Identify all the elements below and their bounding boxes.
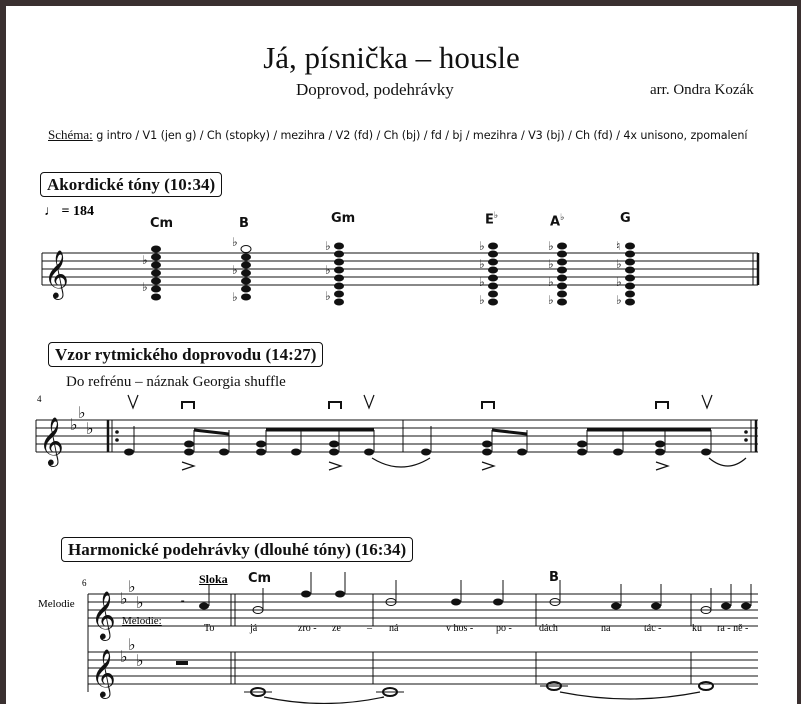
- svg-text:♭: ♭: [232, 290, 238, 304]
- staff-chord-tones: [42, 253, 758, 285]
- chord-symbol-cm: Cm: [150, 216, 174, 231]
- chord-symbol-b: B: [239, 216, 249, 231]
- svg-text:♭: ♭: [479, 275, 485, 289]
- section-heading-harmonic: Harmonické podehrávky (dlouhé tóny) (16:34): [61, 537, 413, 562]
- lyric-syllable: dách: [539, 623, 558, 634]
- chord-symbol-g: G: [620, 211, 631, 226]
- svg-text:♭: ♭: [232, 235, 238, 249]
- lyric-syllable: ku: [692, 623, 702, 634]
- measure-two: [421, 426, 746, 466]
- staff-rhythm: [36, 420, 758, 452]
- svg-text:♭: ♭: [232, 263, 238, 277]
- svg-text:♭: ♭: [479, 293, 485, 307]
- flat-sign: ♭: [560, 213, 565, 223]
- violin-whole-notes: [244, 682, 713, 704]
- svg-text:♭: ♭: [479, 257, 485, 271]
- svg-text:♭: ♭: [548, 239, 554, 253]
- lyric-syllable: na: [601, 623, 611, 634]
- arranger-credit: arr. Ondra Kozák: [650, 82, 754, 98]
- page-title: Já, písnička – housle: [263, 40, 520, 75]
- lyric-syllable: zro -: [298, 623, 317, 634]
- section-note-shuffle: Do refrénu – náznak Georgia shuffle: [66, 374, 286, 390]
- svg-text:♮: ♮: [616, 239, 621, 253]
- lyric-syllable: tác -: [644, 623, 662, 634]
- svg-text:𝄞: 𝄞: [91, 590, 116, 639]
- svg-text:𝄞: 𝄞: [44, 249, 69, 298]
- svg-text:♭: ♭: [616, 293, 622, 307]
- svg-text:𝄞: 𝄞: [91, 648, 116, 697]
- sloka-marker: Sloka: [199, 572, 228, 586]
- chord-eb-root: E: [485, 212, 494, 228]
- svg-text:♭: ♭: [136, 593, 144, 612]
- section-heading-chord-tones: Akordické tóny (10:34): [40, 172, 222, 197]
- svg-text:♭: ♭: [548, 293, 554, 307]
- svg-text:♭: ♭: [120, 647, 128, 666]
- svg-text:♭: ♭: [128, 635, 136, 654]
- svg-text:♭: ♭: [86, 419, 94, 438]
- svg-text:♭: ♭: [325, 239, 331, 253]
- tempo-marking: ♩ = 184: [44, 204, 94, 219]
- svg-text:♭: ♭: [616, 257, 622, 271]
- score-page: [6, 6, 797, 704]
- svg-text:𝄼: 𝄼: [180, 595, 186, 611]
- svg-text:♭: ♭: [78, 403, 86, 422]
- chord-symbol-b: B: [549, 570, 559, 585]
- rhythm-notes: [124, 426, 746, 467]
- svg-text:♭: ♭: [136, 651, 144, 670]
- lyrics-label: Melodie:: [122, 615, 162, 627]
- svg-text:♭: ♭: [548, 275, 554, 289]
- chord-noteheads: [142, 235, 635, 307]
- lyric-syllable: já: [250, 623, 258, 634]
- lyric-syllable: ra - ně -: [717, 623, 749, 634]
- chord-symbol-cm: Cm: [248, 571, 272, 586]
- chord-symbol-gm: Gm: [331, 211, 356, 226]
- svg-text:♭: ♭: [479, 239, 485, 253]
- svg-text:𝄞: 𝄞: [39, 416, 64, 465]
- section-heading-rhythm: Vzor rytmického doprovodu (14:27): [48, 342, 323, 367]
- lyric-syllable: ná: [389, 623, 399, 634]
- svg-text:♭: ♭: [616, 275, 622, 289]
- svg-text:♭: ♭: [70, 415, 78, 434]
- lyric-syllable: v hos -: [446, 623, 474, 634]
- lyric-syllable: –: [367, 623, 372, 634]
- lyric-syllable: po -: [496, 623, 512, 634]
- svg-text:♭: ♭: [120, 589, 128, 608]
- scheme-label: Schéma:: [48, 127, 93, 142]
- lyric-syllable: To: [204, 623, 215, 634]
- svg-text:♭: ♭: [142, 280, 148, 294]
- svg-text:♭: ♭: [325, 263, 331, 277]
- chord-ab-root: A: [550, 214, 561, 230]
- page-subtitle: Doprovod, podehrávky: [296, 80, 454, 99]
- lyric-syllable: ze: [332, 623, 341, 634]
- staff-label-melodie: Melodie: [38, 598, 75, 610]
- svg-text:♭: ♭: [548, 257, 554, 271]
- svg-text:♭: ♭: [142, 253, 148, 267]
- measure-number: 6: [82, 578, 87, 588]
- svg-text:♭: ♭: [128, 577, 136, 596]
- scheme-text: g intro / V1 (jen g) / Ch (stopky) / mezihra / V2 (fd) / Ch (bj) / fd / bj / mezihra / V3 (bj) / Ch (fd) / 4x unisono, zpomalení: [92, 129, 748, 142]
- svg-text:♭: ♭: [325, 289, 331, 303]
- measure-one: [124, 426, 430, 467]
- staff-violin: [88, 652, 758, 684]
- flat-sign: ♭: [493, 211, 499, 221]
- music-notation: [6, 6, 797, 704]
- treble-clef-icon: [39, 249, 116, 699]
- measure-number: 4: [37, 394, 42, 404]
